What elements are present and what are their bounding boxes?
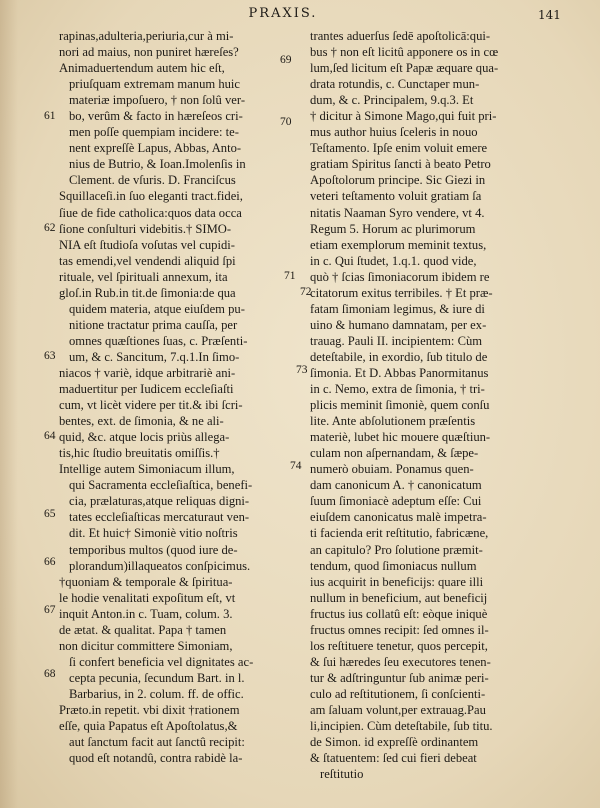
text-line: cum, vt licèt videre per tit.& ibi ſcri- — [59, 398, 243, 413]
text-line: NIA eſt ſtudioſa voſutas vel cupidi- — [59, 237, 235, 252]
text-line: priuſquam extremam manum huic — [69, 77, 241, 92]
text-line: cia, prælaturas,atque reliquas digni- — [69, 494, 250, 509]
text-line: ſuum ſimoniacè adeptum eſſe: Cui — [310, 494, 482, 509]
text-line: Clement. de vſuris. D. Franciſcus — [69, 173, 236, 188]
text-line: Apoſtolorum principe. Sic Giezi in — [310, 173, 486, 188]
left-text-column — [59, 28, 289, 766]
text-line: rituale, vel ſpirituali annexum, ita — [59, 269, 228, 284]
text-line: ſiue de fide catholica:quos data occa — [59, 205, 242, 220]
text-line: temporibus multos (quod iure de- — [69, 542, 238, 557]
text-line: eiuſdem canonicatus malè impetra- — [310, 510, 487, 525]
text-line: materiè, lubet hic mouere quæſtiun- — [310, 430, 491, 445]
text-line: qui Sacramenta eccleſiaſtica, benefi- — [69, 478, 253, 493]
margin-number: 62 — [44, 222, 56, 234]
text-line: trauag. Pauli II. incipientem: Cùm — [310, 333, 483, 348]
text-line: de Simon. id expreſſè ordinantem — [310, 735, 479, 750]
text-line: etiam exemplorum meminit textus, — [310, 237, 487, 252]
margin-number: 61 — [44, 110, 56, 122]
margin-number: 72 — [300, 286, 312, 298]
text-line: ti facienda erit reſtitutio, fabricæne, — [310, 526, 489, 541]
text-line: numerò obuiam. Ponamus quen- — [310, 462, 474, 477]
text-line: ſimonia. Et D. Abbas Panormitanus — [310, 365, 489, 380]
text-line: culam non aſpernandam, & ſæpe- — [310, 446, 479, 461]
margin-number: 70 — [280, 116, 292, 128]
text-line: cepta pecunia, ſecundum Bart. in l. — [69, 670, 245, 685]
text-line: culo ad reſtitutionem, ſi conſcienti- — [310, 686, 486, 701]
text-line: li,incipien. Cùm deteſtabile, ſub titu. — [310, 719, 493, 734]
text-line: nent expreſſè Lapus, Abbas, Anto- — [69, 141, 242, 156]
margin-number: 66 — [44, 556, 56, 568]
text-line: materiæ impoſuero, † non ſolû ver- — [69, 93, 246, 108]
text-line: le hodie venalitati expoſitum eſt, vt — [59, 590, 236, 605]
text-line: quidem materia, atque eiuſdem pu- — [69, 301, 245, 316]
page-edge-shadow — [0, 0, 18, 808]
text-line: in c. Qui ſtudet, 1.q.1. quod vide, — [310, 253, 477, 268]
text-line: † dicitur à Simone Mago,qui fuit pri- — [310, 109, 497, 124]
text-line: citatorum exitus terribiles. † Et præ- — [310, 285, 493, 300]
margin-number: 69 — [280, 54, 292, 66]
text-line: eſſe, quia Papatus eſt Apoſtolatus,& — [59, 719, 238, 734]
margin-number: 68 — [44, 668, 56, 680]
text-line: aut ſanctum facit aut ſanctû recipit: — [69, 735, 245, 750]
text-line: & ſtatuentem: ſed cui fieri debeat — [310, 751, 477, 766]
text-line: nius de Butrio, & Ioan.Imolenſis in — [69, 157, 246, 172]
right-text-column — [310, 28, 542, 782]
text-line: Regum 5. Horum ac plurimorum — [310, 221, 476, 236]
text-line: †quoniam & temporale & ſpiritua- — [59, 574, 233, 589]
text-line: mus author huius ſceleris in nouo — [310, 125, 478, 140]
text-line: veteri teſtamento voluit gratiam ſa — [310, 189, 482, 204]
margin-number: 65 — [44, 508, 56, 520]
text-line: los reſtituere tenetur, quos percepit, — [310, 638, 488, 653]
margin-number: 74 — [290, 460, 302, 472]
text-line: ſi confert beneficia vel dignitates ac- — [69, 654, 254, 669]
text-line: ius acquirit in beneficijs: quare illi — [310, 574, 484, 589]
text-line: in c. Nemo, extra de ſimonia, † tri- — [310, 382, 485, 397]
text-line: de ætat. & qualitat. Papa † tamen — [59, 622, 227, 637]
text-line: tis,hic ſtudio breuitatis omiſſis.† — [59, 446, 220, 461]
text-line: an capitulo? Pro ſolutione præmit- — [310, 542, 483, 557]
text-line: plicis meminit ſimoniè, quem conſu — [310, 398, 490, 413]
text-line: Squillaceſi.in ſuo eleganti tract.fidei, — [59, 189, 243, 204]
text-line: nitione tractatur prima cauſſa, per — [69, 317, 238, 332]
margin-number: 63 — [44, 350, 56, 362]
text-line: dum, & c. Principalem, 9.q.3. Et — [310, 93, 474, 108]
text-line: uino & humano damnatam, per ex- — [310, 317, 487, 332]
text-line: inquit Anton.in c. Tuam, colum. 3. — [59, 606, 233, 621]
text-line: niacos † variè, idque arbitrariè ani- — [59, 365, 236, 380]
text-line: nitatis Naaman Syro vendere, vt 4. — [310, 205, 485, 220]
text-line: ſione conſulturi videbitis.† SIMO- — [59, 221, 232, 236]
text-line: fructus ius collatû eſt: eòque iniquè — [310, 606, 488, 621]
text-line: nori ad maius, non puniret hæreſes? — [59, 45, 239, 60]
text-line: tas emendi,vel vendendi aliquid ſpi — [59, 253, 236, 268]
text-line: bo, verûm & facto in hæreſeos cri- — [69, 109, 243, 124]
text-line: omnes quæſtiones ſuas, c. Præſenti- — [69, 333, 248, 348]
text-line: tates eccleſiaſticas mercaturaut ven- — [69, 510, 250, 525]
margin-number: 73 — [296, 364, 308, 376]
text-line: quid, &c. atque locis priùs allega- — [59, 430, 230, 445]
text-line: drata rotundis, c. Cunctaper mun- — [310, 77, 480, 92]
text-line: bentes, ext. de ſimonia, & ne ali- — [59, 414, 224, 429]
text-line: fatam ſimoniam legimus, & iure di — [310, 301, 485, 316]
text-line: quod eſt notandû, contra rabidè la- — [69, 751, 243, 766]
text-line: am ſaluam volunt,per extrauag.Pau — [310, 702, 486, 717]
margin-number: 64 — [44, 430, 56, 442]
text-line: non dicitur committere Simoniam, — [59, 638, 233, 653]
text-line: gloſ.in Rub.in tit.de ſimonia:de qua — [59, 285, 236, 300]
text-line: lite. Ante abſolutionem præſentis — [310, 414, 476, 429]
text-line: dit. Et huic† Simoniè vitio noſtris — [69, 526, 238, 541]
text-line: maduertitur per Iudicem eccleſiaſti — [59, 382, 234, 397]
text-line: bus † non eſt licitû apponere os in cœ — [310, 45, 499, 60]
text-line: lum,ſed licitum eſt Papæ æquare qua- — [310, 61, 499, 76]
text-line: Teſtamento. Ipſe enim voluit emere — [310, 141, 488, 156]
text-line: Animaduertendum autem hic eſt, — [59, 61, 225, 76]
running-header: PRAXIS. — [248, 6, 318, 21]
text-line: rapinas,adulteria,periuria,cur à mi- — [59, 29, 234, 43]
text-line: trantes aduerſus ſedē apoſtolicā:qui- — [310, 29, 491, 43]
text-line: nullum in beneficium, aut beneficij — [310, 590, 488, 605]
text-line: reſtitutio — [320, 767, 364, 782]
margin-number: 67 — [44, 604, 56, 616]
text-line: Intellige autem Simoniacum illum, — [59, 462, 235, 477]
page-number: 141 — [538, 8, 561, 22]
text-line: Barbarius, in 2. colum. ff. de offic. — [69, 686, 244, 701]
text-line: quò † ſcias ſimoniacorum ibidem re — [310, 269, 490, 284]
text-line: deteſtabile, in exordio, ſub titulo de — [310, 349, 488, 364]
text-line: men poſſe quempiam incidere: te- — [69, 125, 239, 140]
text-line: tendum, quod ſimoniacus nullum — [310, 558, 477, 573]
text-line: & ſui hæredes ſeu executores tenen- — [310, 654, 491, 669]
text-line: fructus omnes recipit: ſed omnes il- — [310, 622, 489, 637]
text-line: plorandum)illaqueatos conſpicimus. — [69, 558, 251, 573]
text-line: dam canonicum A. † canonicatum — [310, 478, 482, 493]
text-line: Præto.in repetit. vbi dixit †rationem — [59, 702, 240, 717]
text-line: um, & c. Sancitum, 7.q.1.In ſimo- — [69, 349, 240, 364]
text-line: gratiam Spiritus ſancti à beato Petro — [310, 157, 491, 172]
margin-number: 71 — [284, 270, 296, 282]
text-line: tur & adſtringuntur ſub animæ peri- — [310, 670, 489, 685]
